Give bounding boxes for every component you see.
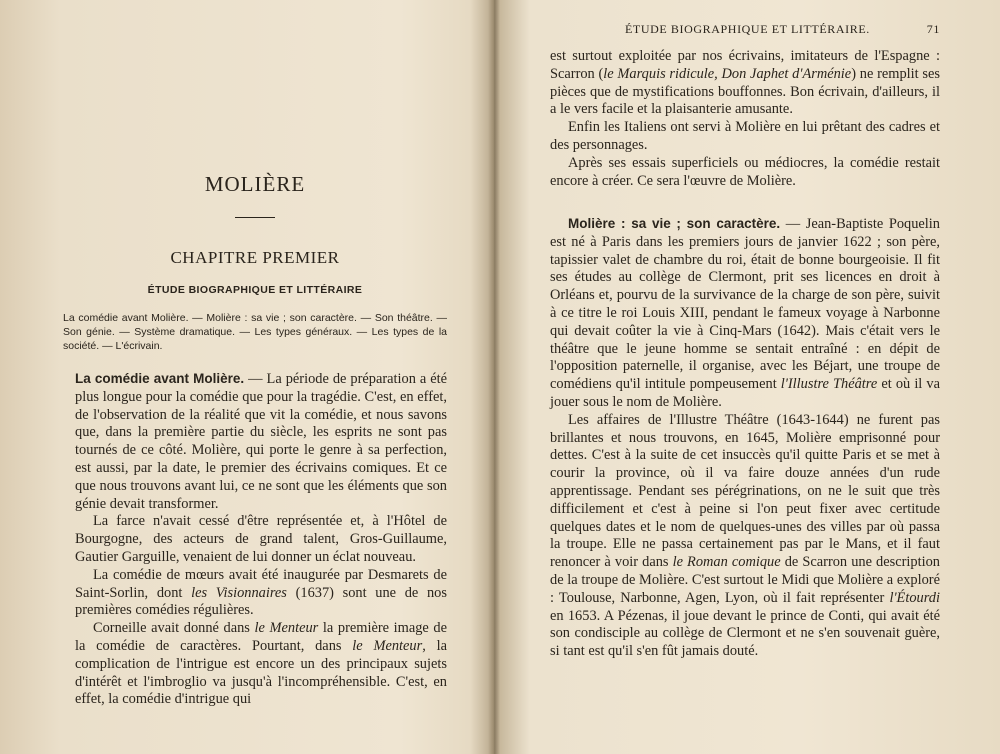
right-body-bottom: [550, 215, 940, 661]
paragraph: [550, 215, 940, 412]
work-title: le Menteur: [352, 637, 423, 654]
paragraph-text: ) ne remplit ses pièces que de mystifications bouffonnes. Bon écrivain, d'ailleurs, il a le vers facile et la plaisanterie amusante.: [550, 65, 940, 118]
paragraph: La farce n'avait cessé d'être représentée et, à l'Hôtel de Bourgogne, des acteurs de grand talent, Gros-Guillaume, Gautier Garguille, venaient de lui donner un éclat nouveau.: [75, 513, 447, 565]
title-rule: [235, 217, 275, 218]
work-title: l'Étourdi: [889, 589, 940, 606]
running-head-title: ÉTUDE BIOGRAPHIQUE ET LITTÉRAIRE.: [625, 22, 870, 36]
paragraph: Enfin les Italiens ont servi à Molière en lui prêtant des cadres et des personnages.: [550, 119, 940, 153]
paragraph-text: la première image de la comédie de caractères. Pourtant, dans: [75, 620, 447, 654]
page-number: 71: [926, 22, 940, 36]
chapter-subtitle: ÉTUDE BIOGRAPHIQUE ET LITTÉRAIRE: [147, 284, 363, 296]
paragraph-text: La comédie de mœurs avait été inaugurée par Desmarets de Saint-Sorlin, dont: [75, 566, 447, 601]
right-page: [550, 0, 940, 754]
paragraph-text: , la complication de l'intrigue est encore un des principaux sujets d'intérêt et l'imbroglio va jusqu'à l'incompréhensible. C'est, en effet, la comédie d'intrigue qui: [75, 637, 447, 708]
paragraph-text: (1637) sont une de nos premières comédies régulières.: [75, 584, 447, 619]
work-title: le Menteur: [254, 620, 319, 637]
paragraph: [75, 567, 447, 620]
paragraph: Après ses essais superficiels ou médiocres, la comédie restait encore à créer. Ce sera l'œuvre de Molière.: [550, 154, 940, 189]
paragraph-text: — Jean-Baptiste Poquelin est né à Paris dans les premiers jours de janvier 1622 ; son père, tapissier valet de chambre du roi, était de bonne bourgeoisie. Il fit ses études au collège de Clermont, prit ses licences en droit à Orléans et, pourvu de la survivance de la charge de son père, suivit à ce titre le roi Louis XIII, pendant le fameux voyage à Narbonne qui devait coûter la vie à Cinq-Mars (1642). Mais c'était vers le théâtre que le jeune homme se sentait entraîné : en dépit de l'opposition paternelle, il organise, avec les Béjart, une troupe de comédiens qu'il intitule pompeusement: [550, 216, 940, 393]
running-head: [625, 22, 940, 37]
right-body-top: [550, 48, 940, 190]
paragraph-text: de Scarron une description de la troupe de Molière. C'est surtout le Midi que Molière a exploré : Toulouse, Narbonne, Agen, Lyon, où il fait représenter: [550, 554, 940, 606]
paragraph: [75, 370, 447, 513]
paragraph-text: — La période de préparation a été plus longue pour la comédie que pour la tragédie. C'est, en effet, de l'observation de la réalité que vit la comédie, et nous savons que, dans la première partie du siècle, les esprits ne sont pas tournés de ce côté. Molière, qui porte le genre à sa perfection, est aussi, par la date, le premier des écrivains comiques. Et ce que nous trouvons avant lui, ce ne sont que les éléments que son génie devait transformer.: [75, 371, 448, 512]
work-title: le Roman comique: [672, 554, 781, 571]
paragraph: [550, 412, 940, 661]
chapter-summary: La comédie avant Molière. — Molière : sa vie ; son caractère. — Son théâtre. — Son génie. — Système dramatique. — Les types généraux. — Les types de la société. — L'écrivain.: [63, 312, 447, 352]
paragraph: [550, 48, 940, 119]
paragraph-text: et où il va jouer sous le nom de Molière.: [550, 376, 940, 410]
work-title: l'Illustre Théâtre: [780, 376, 878, 393]
left-page: [55, 0, 455, 754]
paragraph-text: Les affaires de l'Illustre Théâtre (1643-1644) ne furent pas brillantes et nous trouvons, en 1645, Molière emprisonné pour dettes. C'est à la suite de cet insuccès qu'il quitte Paris et se met à courir la province, où il va faire douze années d'un rude apprentissage. Pendant ses pérégrinations, on ne le suit que très difficilement et c'est à peine si l'on peut fixer avec certitude quelques dates et le nom de quelques-unes des villes par où passa la troupe. Elle ne passa certainement pas par le Mans, et il faut renoncer à voir dans: [550, 411, 940, 571]
left-body: [75, 370, 447, 709]
chapter-title: CHAPITRE PREMIER: [170, 248, 340, 267]
book-title: MOLIÈRE: [204, 172, 306, 196]
paragraph-text: en 1653. A Pézenas, il joue devant le prince de Conti, qui avait été son condisciple au collège de Clermont et ne s'en souvenait guère, si tant est qu'il s'en fût jamais douté.: [550, 607, 940, 660]
section-heading: La comédie avant Molière.: [75, 371, 245, 386]
paragraph: [75, 620, 447, 709]
work-title: le Marquis ridicule, Don Japhet d'Arménie: [603, 65, 852, 82]
work-title: les Visionnaires: [191, 584, 287, 601]
section-heading: Molière : sa vie ; son caractère.: [568, 216, 781, 231]
paragraph-text: Corneille avait donné dans: [93, 620, 255, 637]
book-gutter: [488, 0, 500, 754]
paragraph-text: est surtout exploitée par nos écrivains, imitateurs de l'Espagne : Scarron (: [550, 48, 940, 82]
